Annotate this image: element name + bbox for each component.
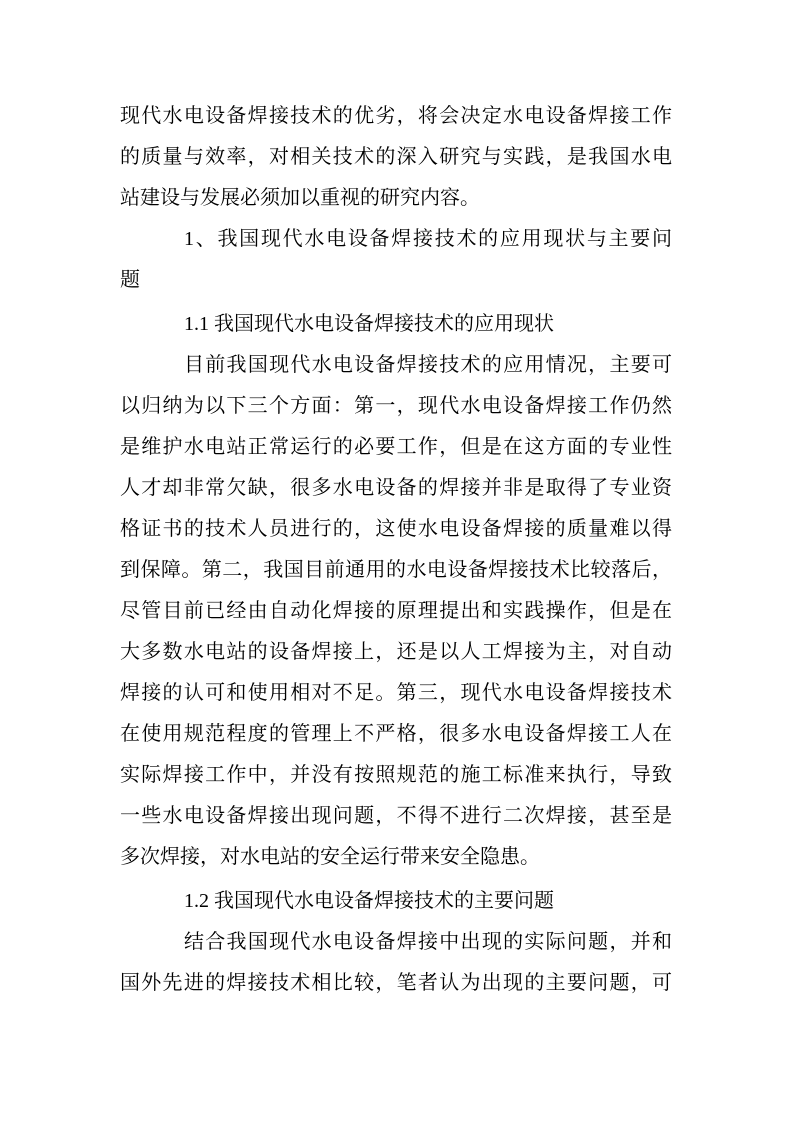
body-paragraph [120,922,672,1004]
text-line: 格证书的技术人员进行的，这使水电设备焊接的质量难以得 [120,518,672,540]
text-line: 以归纳为以下三个方面：第一，现代水电设备焊接工作仍然 [120,395,672,417]
text-line: 在使用规范程度的管理上不严格，很多水电设备焊接工人在 [120,723,672,745]
body-paragraph [120,96,672,219]
body-paragraph [120,345,672,878]
text-line: 题 [120,269,140,291]
text-line: 现代水电设备焊接技术的优劣，将会决定水电设备焊接工作 [120,105,672,127]
text-line: 站建设与发展必须加以重视的研究内容。 [120,187,480,209]
subsection-heading [120,304,672,345]
text-line: 1.2 我国现代水电设备焊接技术的主要问题 [184,890,554,912]
text-line: 是维护水电站正常运行的必要工作，但是在这方面的专业性 [120,436,672,458]
text-line: 大多数水电站的设备焊接上，还是以人工焊接为主，对自动 [120,641,672,663]
subsection-heading [120,881,672,922]
text-line: 的质量与效率，对相关技术的深入研究与实践，是我国水电 [120,146,672,168]
text-line: 结合我国现代水电设备焊接中出现的实际问题，并和 [184,931,672,953]
body-text [120,96,672,1004]
text-line: 到保障。第二，我国目前通用的水电设备焊接技术比较落后， [120,559,672,581]
text-line: 1.1 我国现代水电设备焊接技术的应用现状 [184,313,554,335]
text-line: 一些水电设备焊接出现问题，不得不进行二次焊接，甚至是 [120,805,672,827]
text-line: 实际焊接工作中，并没有按照规范的施工标准来执行，导致 [120,764,672,786]
text-line: 多次焊接，对水电站的安全运行带来安全隐患。 [120,846,540,868]
text-line: 目前我国现代水电设备焊接技术的应用情况，主要可 [184,354,672,376]
text-line: 国外先进的焊接技术相比较，笔者认为出现的主要问题，可 [120,972,672,994]
section-heading [120,219,672,301]
text-line: 尽管目前已经由自动化焊接的原理提出和实践操作，但是在 [120,600,672,622]
text-line: 焊接的认可和使用相对不足。第三，现代水电设备焊接技术 [120,682,672,704]
text-line: 1、我国现代水电设备焊接技术的应用现状与主要问 [184,228,672,250]
text-line: 人才却非常欠缺，很多水电设备的焊接并非是取得了专业资 [120,477,672,499]
